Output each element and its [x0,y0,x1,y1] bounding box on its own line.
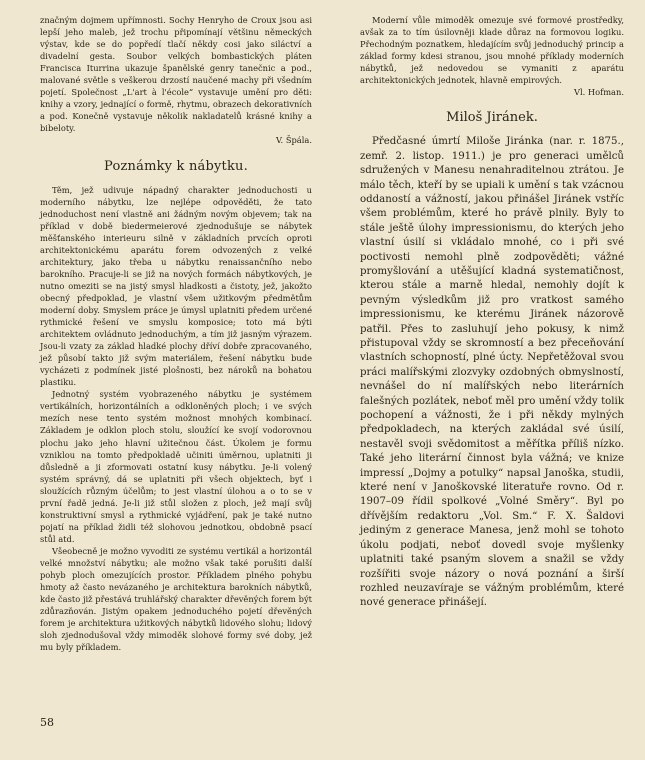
left-column [40,14,312,653]
jiranek-heading: Miloš Jiránek. [446,110,538,126]
author-signature-hofman: Vl. Hofman. [573,87,624,98]
right-column [360,14,624,611]
furniture-notes-heading: Poznámky k nábytku. [104,158,248,174]
furniture-paragraph-4: Moderní vůle mimoděk omezuje své formové prostředky, avšak za to tím úsilovněji klade důraz na formovou logiku. Přechodným poznatkem, hledajícím svůj jednoduchý princip a základ formy kdesi stranou, jsou mnohé příklady moderních nábytků, jež nedovedou se vymaniti z aparátu architektonických jednotek, hlavně empirových. [360,15,624,86]
furniture-paragraph-1: Těm, jež udivuje nápadný charakter jednoduchosti u moderního nábytku, lze nejlépe odpověděti, že tato jednoduchost není vlastně ani žádným novým objevem; tak na příklad v době biedermeierové zjednodušuje se nábytek měšťanského interieuru silně v základních prvcích oproti architektonickému aparátu forem odvozených z velké architektury, jako třeba u nábytku renaissančního nebo barokního. Pracuje-li se již na nových formách nábytkových, je nutno omeziti se na jistý smysl hladkosti a čistoty, jež, jakožto obecný předpoklad, je vlastní všem užitkovým předmětům moderní doby. Smyslem práce je úmysl uplatniti předem určené rythmické řešení ve smyslu komposice; toto má býti architektem ovládnuto jednoduchým, a tím již jasným výrazem. Jsou-li vzaty za základ hladké plochy dříví dobře zpracovaného, jež působí takto již svým materiálem, řešení nábytku bude vycházeti z podmínek jisté plošnosti, bez nároků na bohatou plastiku. [40,184,312,388]
jiranek-obituary: Předčasné úmrtí Miloše Jiránka (nar. r. 1875., zemř. 2. listop. 1911.) je pro generaci umělců sdružených v Manesu nenahraditelnou ztrátou. Je málo těch, kteří by se upiali k umění s tak vzácnou oddaností a vážností, jakou přinášel Jiránek vstříc všem problémům, které ho právě plnily. Byly to stále ještě úlohy impressionismu, do kterých jeho vlastní úsilí si vkládalo mnohé, co i při své poctivosti nemohl plně zodpověděti; vážné promyšlování a utěšující kladná systematičnost, kterou stále a marně hledal, nemohly dojít k pevným výsledkům již pro vratkost samého impressionismu, ke kterému Jiránek názorově patřil. Přes to zasluhují jeho pokusy, k nimž přistupoval vždy se skromností a bez přeceňování vlastních schopností, plné úcty. Nepřetěžoval svou práci malířskými zlozvyky ozdobných obmyslností, nevnášel do ní malířských nebo literárních falešných pozlátek, neboť měl pro umění vždy tolik pochopení a vážnosti, že i při někdy mylných předpokladech, na kterých zakládal své úsilí, nestavěl svoji svědomitost a měřítka příliš nízko. Také jeho literární činnost byla vážná; ve knize impressí „Dojmy a potulky“ napsal Janoška, studii, které není v Janoškovské literatuře rovno. Od r. 1907–09 řídil spolkové „Volné Směry“. Byl po dřívějším redaktoru „Vol. Sm.“ F. X. Šaldovi jediným z generace Manesa, jenž mohl se tohoto úkolu podjati, neboť dovedl svoje myšlenky uplatniti také psaným slovem a snažil se vždy rozšířiti svoje názory o nová poznání a širší rozhled neuzavíraje se vážným problémům, které nové generace přinášejí. [360,136,624,609]
author-signature-spala: V. Špála. [276,135,312,146]
furniture-paragraph-2: Jednotný systém vyobrazeného nábytku je systémem vertikálních, horizontálních a odkloněných ploch; i ve svých mezích nese tento systém možnost mnohých kombinací. Základem je odklon ploch stolu, sloužící ke svojí vodorovnou plochu jako jeho hlavní užitečnou část. Úkolem je formu vzniklou na tomto předpokladě učiniti úměrnou, uplatniti ji důsledně a ji zformovati ostatní kusy nábytku. Je-li volený systém správný, dá se uplatniti při všech objektech, byť i sloužících různým účelům; to jest vlastní úlohou a o to se v první řadě jedná. Je-li již stůl složen z ploch, jež mají svůj konstruktivní smysl a rythmické vyjádření, pak je také nutno pojatí na příklad židli též slohovou jednotkou, obdobně psací stůl atd. [40,389,312,544]
exhibition-review-end: značným dojmem upřímnosti. Sochy Henryho de Croux jsou asi lepší jeho maleb, jež trochu připomínají většinu německých výstav, kde se do popředí tlačí někdy cosi jako siláctví a divadelní gesta. Soubor velkých bombastických pláten Francisca Iturrina ukazuje španělské genry tanečnic a pod., malované světle s veškerou drzostí naučené machy při všedním pojetí. Společnost „L'art à l'école“ vystavuje umění pro děti: knihy a vzory, jednající o formě, rhytmu, obrazech dekorativních a pod. Konečně vystavuje několik nakladatelů krásné knihy a bibeloty. [40,15,312,134]
page-number: 58 [40,716,54,729]
furniture-paragraph-3: Všeobecně je možno vyvoditi ze systému vertikál a horizontál velké množství nábytku; ale možno však také porušiti další pohyb ploch omezujících prostor. Příkladem plného pohybu hmoty až často nevázaného je architektura barokních nábytků, kde často již přestává truhlářský charakter dřevěných forem být zdůrazňován. Jistým opakem jednoduchého pojetí dřevěných forem je architektura užitkových nábytků lidového slohu; lidový sloh zjednodušoval vždy mimoděk slohové formy své doby, jež mu byly příkladem. [40,545,312,653]
